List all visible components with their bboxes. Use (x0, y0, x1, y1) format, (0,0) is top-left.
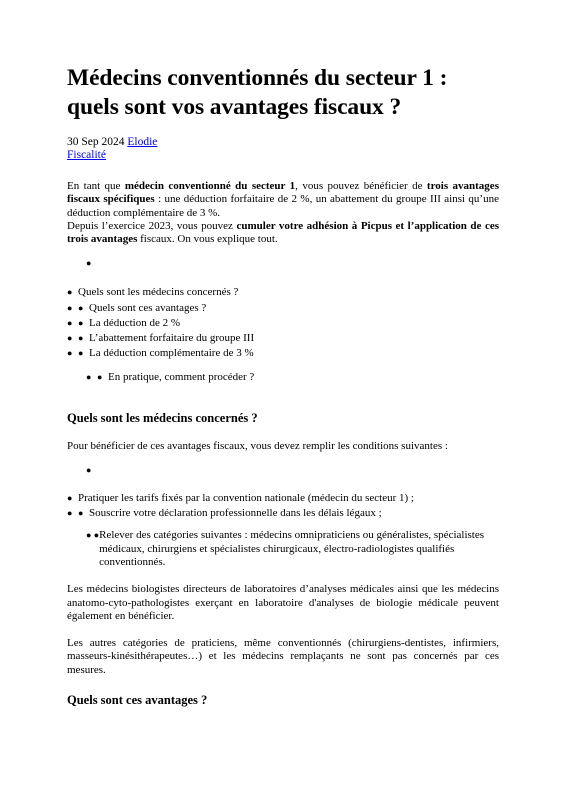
intro-text-1: En tant que (67, 180, 125, 192)
toc-item-label[interactable]: Quels sont les médecins concernés ? (78, 286, 239, 299)
list-item (67, 491, 499, 506)
bullet-icon: ● (78, 508, 84, 519)
category-link[interactable]: Fiscalité (67, 149, 106, 161)
intro-text-4: Depuis l’exercice 2023, vous pouvez (67, 219, 237, 232)
section-lead: Pour bénéficier de ces avantages fiscaux, vous devez remplir les conditions suivantes : (67, 439, 448, 452)
toc-item-label[interactable]: En pratique, comment procéder ? (108, 370, 255, 383)
bullet-icon: ● (86, 371, 92, 382)
page-title: Médecins conventionnés du secteur 1 : quels sont vos avantages fiscaux ? (67, 65, 448, 120)
intro-text-2: , vous pouvez bénéficier de (295, 180, 427, 192)
toc-item[interactable] (67, 301, 499, 316)
conditions-list (67, 463, 499, 569)
bullet-icon: ● (97, 371, 103, 382)
bullet-icon: ● (78, 348, 84, 359)
list-item-text: Relever des catégories suivantes : médecins omnipraticiens ou généralistes, spécialistes médicaux, chirurgiens et spécialistes chirurgicaux, électro-radiologistes qualifiés conventionnés. (99, 529, 485, 568)
section-heading: Quels sont les médecins concernés ? (67, 410, 258, 425)
section-heading: Quels sont ces avantages ? (67, 693, 208, 708)
intro-bold-2: trois avantages fiscaux spécifiques (67, 180, 499, 206)
bullet-icon: ● (86, 530, 92, 541)
toc-item-label[interactable]: La déduction de 2 % (89, 316, 181, 329)
bullet-icon: ● (67, 348, 73, 359)
toc-item[interactable] (67, 316, 499, 331)
article-date: 30 Sep 2024 (67, 136, 125, 148)
bullet-icon: ● (86, 465, 92, 475)
bullet-icon: ● (67, 287, 73, 298)
toc-item-label[interactable]: La déduction complémentaire de 3 % (89, 347, 254, 360)
list-item (67, 529, 499, 569)
bullet-icon: ● (78, 317, 84, 328)
intro-paragraph (67, 180, 499, 246)
bullet-icon: ● (67, 317, 73, 328)
bullet-icon: ● (67, 508, 73, 519)
bullet-icon: ● (67, 333, 73, 344)
bullet-icon: ● (86, 258, 92, 269)
intro-text-3: : une déduction forfaitaire de 2 %, un abattement du groupe III ainsi qu’une déduction complémentaire de 3 %. (67, 193, 499, 219)
list-item-text: Pratiquer les tarifs fixés par la convention nationale (médecin du secteur 1) ; (78, 492, 414, 504)
toc-item[interactable] (67, 370, 499, 385)
toc-item-label[interactable]: Quels sont ces avantages ? (89, 301, 207, 314)
paragraph: Les autres catégories de praticiens, même conventionnés (chirurgiens-dentistes, infirmiers, masseurs-kinésithérapeutes…) et les médecins remplaçants ne sont pas concernés par ces mesures. (67, 637, 499, 676)
bullet-icon: ● (78, 302, 84, 313)
intro-bold-3: cumuler votre adhésion à Picpus et l’application de ces trois avantages (67, 219, 499, 246)
list-empty-item (67, 463, 499, 484)
toc-empty-item (67, 256, 499, 277)
table-of-contents (67, 256, 499, 384)
bullet-icon: ● (93, 530, 100, 541)
toc-item[interactable] (67, 331, 499, 346)
bullet-icon: ● (78, 333, 84, 344)
intro-text-5: fiscaux. On vous explique tout. (137, 233, 278, 246)
list-item-text: Souscrire votre déclaration professionnelle dans les délais légaux ; (89, 507, 382, 520)
bullet-icon: ● (67, 302, 73, 313)
toc-item[interactable] (67, 285, 499, 300)
toc-item[interactable] (67, 346, 499, 361)
article-meta (67, 136, 499, 162)
article-page (67, 64, 499, 708)
intro-bold-1: médecin conventionné du secteur 1 (124, 180, 296, 192)
paragraph: Les médecins biologistes directeurs de laboratoires d’analyses médicales ainsi que les médecins anatomo-cyto-pathologistes exerçant en laboratoire d'analyses de biologie médicale peuvent également en bénéficier. (67, 583, 499, 622)
toc-item-label[interactable]: L’abattement forfaitaire du groupe III (89, 332, 255, 345)
list-item (67, 506, 499, 521)
bullet-icon: ● (67, 493, 73, 503)
author-link[interactable]: Elodie (127, 136, 158, 148)
